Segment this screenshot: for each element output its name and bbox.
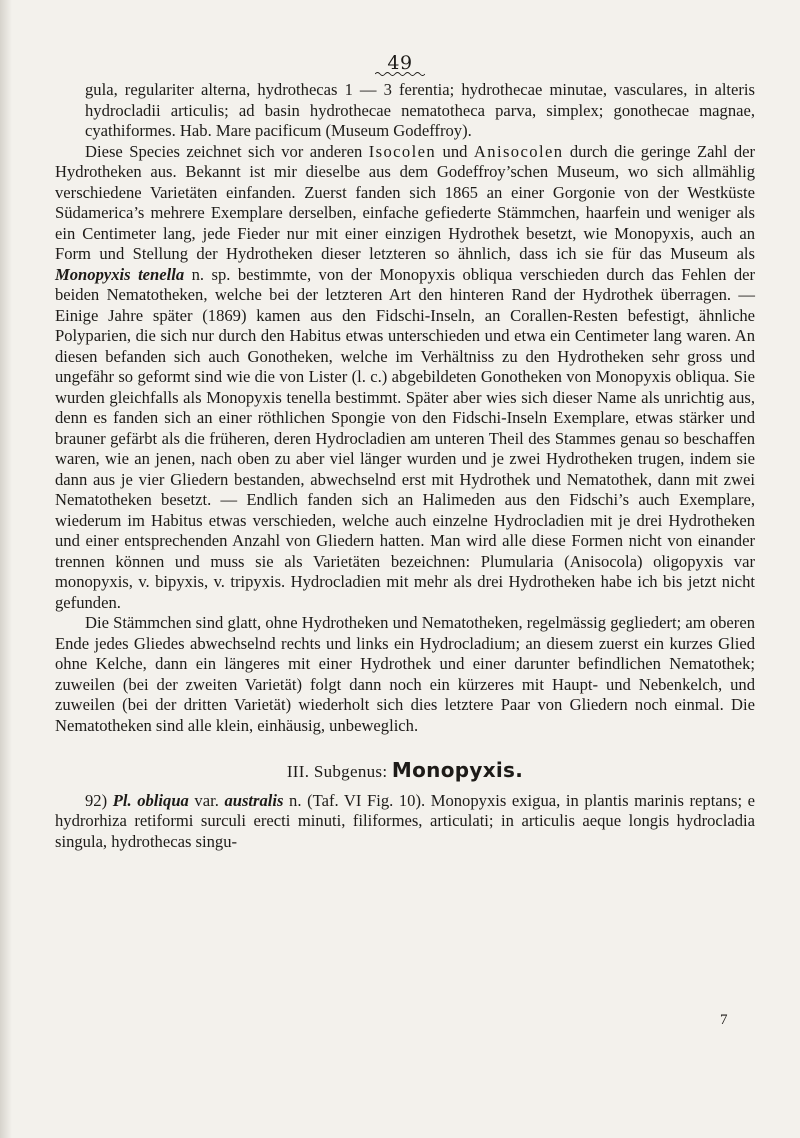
term-anisocolen: Anisocolen xyxy=(473,141,564,161)
page-content xyxy=(55,80,755,852)
paragraph-description: Die Stämmchen sind glatt, ohne Hydrotheken und Nematotheken, regelmässig gegliedert; am oberen Ende jedes Gliedes abwechselnd rechts und links ein Hydrocladium; an diesem zuerst ein kurzes Glied ohne Kelche, dann ein längeres mit einer Hydrothek und einer darunter befindlichen Nematothek; zuweilen (bei der zweiten Varietät) folgt dann noch ein kürzeres mit Haupt- und Nebenkelch, und zuweilen (bei der dritten Varietät) wiederholt sich dies letztere Paar von Gliedern noch einmal. Die Nematotheken sind alle klein, einhäusig, unbeweglich. xyxy=(55,613,755,735)
page-number xyxy=(0,52,800,77)
term-tenella: tenella xyxy=(138,264,185,284)
section-heading xyxy=(55,760,755,783)
term-obliqua: obliqua xyxy=(137,790,189,810)
term-australis: australis xyxy=(224,790,284,810)
page-number-text: 49 xyxy=(387,52,413,74)
paragraph-discussion: Diese Species zeichnet sich vor anderen Isocolen und Anisocolen durch die geringe Zahl der Hydrotheken aus. Bekannt ist mir dieselbe aus dem Godeffroy’schen Museum, wo sich allmählig verschiedene Varietäten einfanden. Zuerst fanden sich 1865 an einer Gorgonie von der Westküste Südamerica’s mehrere Exemplare derselben, einfache gefiederte Stämmchen, haarfein und weniger als ein Centimeter lang, jede Fieder nur mit einer einzigen Hydrothek besetzt, wie Monopyxis, auch an Form und Stellung der Hydrotheken dieser letzteren so ähnlich, dass ich sie für das Museum als Monopyxis tenella n. sp. bestimmte, von der Monopyxis obliqua verschieden durch das Fehlen der beiden Nematotheken, welche bei der letzteren Art den hinteren Rand der Hydrothek überragen. — Einige Jahre später (1869) kamen aus den Fidschi-Inseln, an Corallen-Resten befestigt, ähnliche Polyparien, die sich nur durch den Habitus etwas unterschieden und etwa ein Centimeter lang waren. An diesen befanden sich auch Gonotheken, welche im Verhältniss zu den Hydrotheken sehr gross und ungefähr so geformt sind wie die von Lister (l. c.) abgebildeten Gonotheken von Monopyxis obliqua. Sie wurden gleichfalls als Monopyxis tenella bestimmt. Später aber wies sich dieser Name als unrichtig aus, denn es fanden sich an einer röthlichen Spongie von den Fidschi-Inseln Exemplare, etwas stärker und brauner gefärbt als die früheren, deren Hydrocladien am unteren Theil des Stammes genau so beschaffen waren, wie an jenen, nach oben zu aber viel länger wurden und je zwei Hydrotheken trugen, indem sie dann aus je vier Gliedern bestanden, abwechselnd erst mit Hydrothek und Nematothek, dann mit zwei Nematotheken besetzt. — Endlich fanden sich an Halimeden aus den Fidschi’s auch Exemplare, wiederum im Habitus etwas verschieden, welche auch einzelne Hydrocladien mit je drei Hydrotheken und einer entsprechenden Anzahl von Gliedern hatten. Man wird alle diese Formen nicht von einander trennen können und muss sie als Varietäten bezeichnen: Plumularia (Anisocola) oligopyxis var monopyxis, v. bipyxis, v. tripyxis. Hydrocladien mit mehr als drei Hydrotheken habe ich bis jetzt nicht gefunden. xyxy=(55,141,756,612)
signature-number: 7 xyxy=(720,1012,728,1028)
page-binding-shadow xyxy=(0,0,12,1138)
term-isocolen: Isocolen xyxy=(368,141,437,161)
paragraph-species-92: 92) Pl. obliqua var. australis n. (Taf. VI Fig. 10). Monopyxis exigua, in plantis marinis reptans; e hydrorhiza retiformi surculi erecti minuti, filiformes, articulati; in articulis aeque longis hydrocladia singula, hydrothecas singu- xyxy=(55,790,755,851)
heading-genus: Monopyxis. xyxy=(391,758,524,782)
heading-prefix: III. Subgenus: xyxy=(286,762,392,781)
paragraph-diagnosis-end: gula, regulariter alterna, hydrothecas 1 — 3 ferentia; hydrothecae minutae, vasculares, in alteris hydrocladii articulis; ad basin hydrothecae nematotheca parva, simplex; gonothecae magnae, cyathiformes. Hab. Mare pacificum (Museum Godeffroy). xyxy=(85,80,755,140)
term-pl: Pl. xyxy=(112,790,132,810)
term-monopyxis: Monopyxis xyxy=(55,264,131,284)
